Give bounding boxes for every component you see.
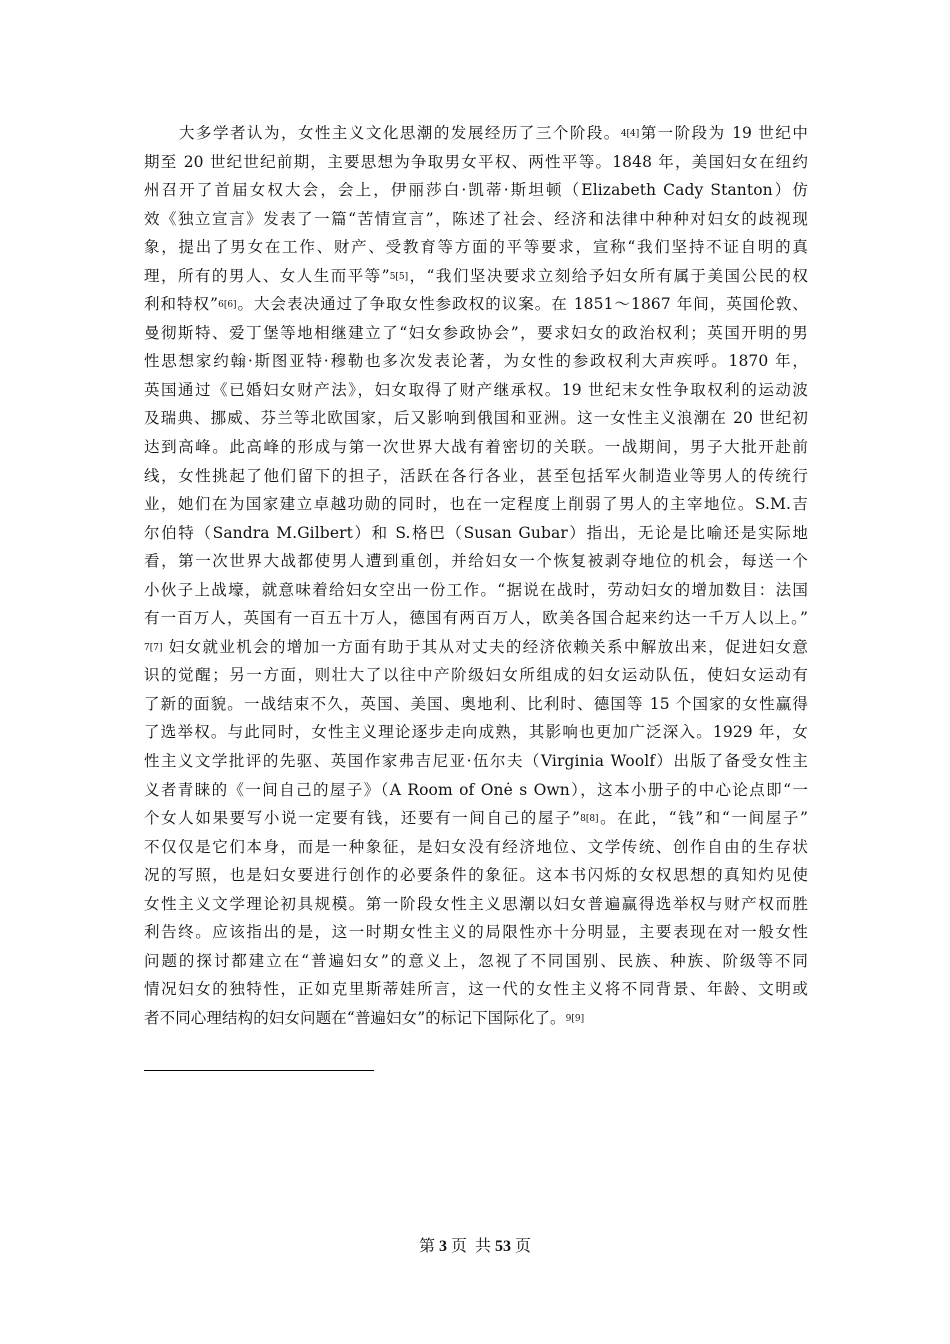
footnote-marker[interactable]: 6[6]	[218, 300, 237, 311]
text-line: 看，第一次世界大战都使男人遭到重创，并给妇女一个恢复被剥夺地位的机会，每送一个	[144, 552, 808, 571]
text-line: 英国通过《已婚妇女财产法》，妇女取得了财产继承权。19 世纪末女性争取权利的运动波	[144, 380, 808, 399]
text-line: 线，女性挑起了他们留下的担子，活跃在各行各业，甚至包括军火制造业等男人的传统行	[144, 466, 808, 485]
text-line: 效《独立宣言》发表了一篇“苦情宣言”，陈述了社会、经济和法律中种种对妇女的歧视现	[144, 209, 808, 228]
text-line: 州召开了首届女权大会，会上，伊丽莎白·凯蒂·斯坦顿（Elizabeth Cady Stanton）仿	[144, 181, 808, 200]
text-line: 曼彻斯特、爱丁堡等地相继建立了“妇女参政协会”，要求妇女的政治权利；英国开明的男	[144, 323, 808, 342]
text-line: 达到高峰。此高峰的形成与第一次世界大战有着密切的关联。一战期间，男子大批开赴前	[144, 438, 808, 457]
text-line: 尔伯特（Sandra M.Gilbert）和 S.格巴（Susan Gubar）指出，无论是比喻还是实际地	[144, 523, 808, 542]
text-line: 情况妇女的独特性，正如克里斯蒂娃所言，这一代的女性主义将不同背景、年龄、文明或	[144, 980, 808, 999]
text-segment: 利和特权”	[144, 295, 219, 314]
text-line: 女性主义文学理论初具规模。第一阶段女性主义思潮以妇女普遍赢得选举权与财产权而胜	[144, 894, 808, 913]
text-line: 期至 20 世纪世纪前期，主要思想为争取男女平权、两性平等。1848 年，美国妇女在纽约	[144, 152, 808, 171]
page-footer	[0, 1233, 950, 1256]
text-line: 象，提出了男女在工作、财产、受教育等方面的平等要求，宣称“我们坚持不证自明的真	[144, 238, 808, 257]
body-paragraph	[144, 119, 808, 1033]
text-line: 况的写照，也是妇女要进行创作的必要条件的象征。这本书闪烁的女权思想的真知灼见使	[144, 866, 808, 885]
footnote-marker[interactable]: 8[8]	[580, 814, 599, 825]
text-line: 义者青睐的《一间自己的屋子》（A Room of Onė s Own），这本小册子的中心论点即“一	[144, 780, 808, 799]
footer-page-number: 3	[438, 1238, 447, 1255]
text-line: 了选举权。与此同时，女性主义理论逐步走向成熟，其影响也更加广泛深入。1929 年，女	[144, 723, 808, 742]
footer-page-unit: 页	[450, 1238, 467, 1255]
text-line	[144, 1004, 808, 1033]
text-segment: 者不同心理结构的妇女问题在“普遍妇女”的标记下国际化了。	[144, 1008, 566, 1027]
text-segment: 。在此，“钱”和“一间屋子”	[598, 809, 808, 828]
text-line: 识的觉醒；另一方面，则壮大了以往中产阶级妇女所组成的妇女运动队伍，使妇女运动有	[144, 666, 808, 685]
text-line: 性主义文学批评的先驱、英国作家弗吉尼亚·伍尔夫（Virginia Woolf）出版了备受女性主	[144, 752, 808, 771]
footer-total-label: 共	[475, 1238, 492, 1255]
text-line: 性思想家约翰·斯图亚特·穆勒也多次发表论著，为女性的参政权利大声疾呼。1870 年，	[144, 352, 808, 371]
text-segment: 个女人如果要写小说一定要有钱，还要有一间自己的屋子”	[144, 809, 581, 828]
text-segment: 第一阶段为 19 世纪中	[639, 124, 808, 142]
text-line: 利告终。应该指出的是，这一时期女性主义的局限性亦十分明显，主要表现在对一般女性	[144, 923, 808, 942]
footnote-marker[interactable]: 5[5]	[389, 271, 409, 282]
text-line: 业，她们在为国家建立卓越功勋的同时，也在一定程度上削弱了男人的主宰地位。S.M.吉	[144, 495, 808, 514]
text-line: 有一百万人，英国有一百五十万人，德国有两百万人，欧美各国合起来约达一千万人以上。”	[144, 609, 808, 628]
text-segment: 理，所有的男人、女人生而平等”	[144, 266, 390, 285]
footer-page-label: 第	[418, 1238, 435, 1255]
text-line	[144, 290, 808, 319]
footer-total-pages: 53	[495, 1238, 512, 1255]
text-line	[144, 633, 808, 662]
text-line: 问题的探讨都建立在“普遍妇女”的意义上，忽视了不同国别、民族、种族、阶级等不同	[144, 951, 808, 970]
text-line	[144, 804, 808, 833]
text-segment: 。大会表决通过了争取女性参政权的议案。在 1851～1867 年间，英国伦敦、	[236, 295, 808, 314]
footnote-marker[interactable]: 9[9]	[565, 1013, 585, 1024]
text-segment: ，“我们坚决要求立刻给予妇女所有属于美国公民的权	[408, 266, 808, 285]
footnote-separator	[144, 1070, 374, 1071]
text-line: 了新的面貌。一战结束不久，英国、美国、奥地利、比利时、德国等 15 个国家的女性赢得	[144, 694, 808, 713]
footer-total-unit: 页	[515, 1238, 532, 1255]
footnote-marker[interactable]: 7[7]	[144, 642, 163, 653]
text-line: 及瑞典、挪威、芬兰等北欧国家，后又影响到俄国和亚洲。这一女性主义浪潮在 20 世纪初	[144, 409, 808, 428]
text-segment: 妇女就业机会的增加一方面有助于其从对丈夫的经济依赖关系中解放出来，促进妇女意	[168, 637, 809, 656]
text-line	[144, 119, 808, 148]
text-segment: 大多学者认为，女性主义文化思潮的发展经历了三个阶段。	[179, 124, 621, 142]
text-line: 不仅仅是它们本身，而是一种象征，是妇女没有经济地位、文学传统、创作自由的生存状	[144, 837, 808, 856]
text-line: 小伙子上战壕，就意味着给妇女空出一份工作。“据说在战时，劳动妇女的增加数目：法国	[144, 580, 808, 599]
text-line	[144, 262, 808, 291]
footnote-marker[interactable]: 4[4]	[620, 129, 640, 139]
